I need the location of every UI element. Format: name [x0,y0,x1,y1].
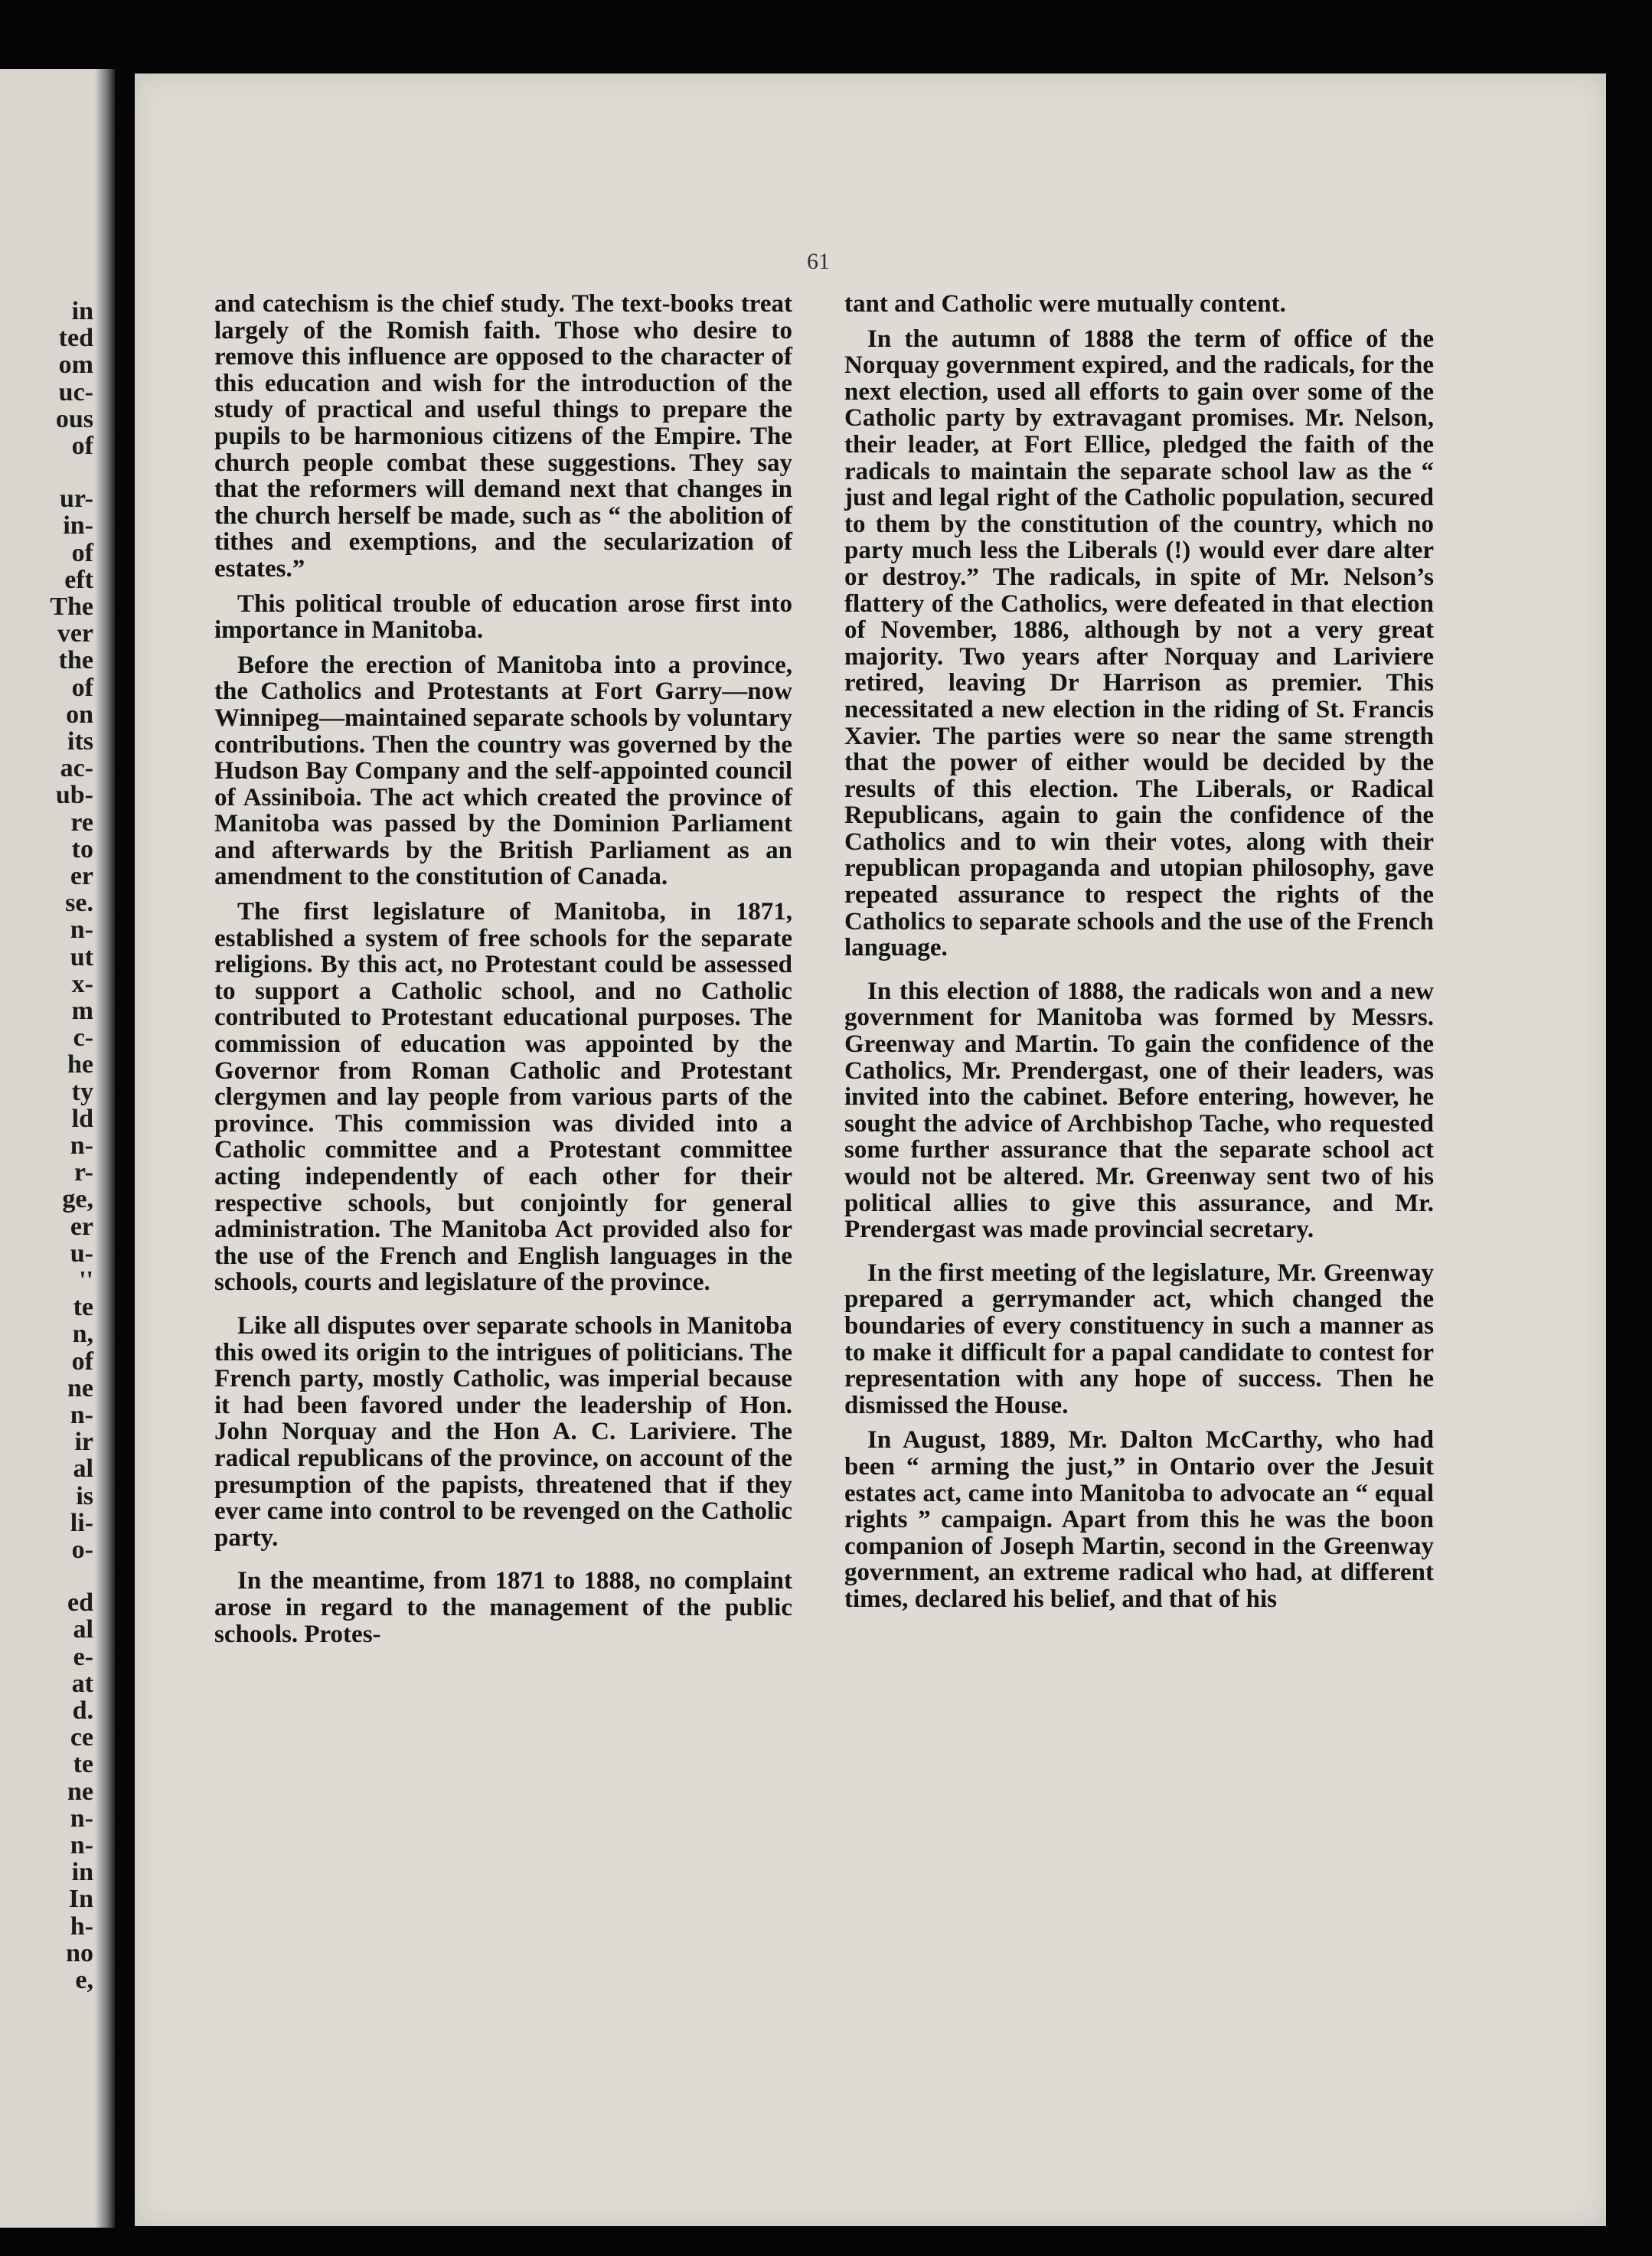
margin-fragment: ty [71,1077,93,1106]
margin-fragment: in- [63,511,93,540]
margin-fragment: '' [79,1266,93,1295]
paragraph: and catechism is the chief study. The text-books treat largely of the Romish faith. Those who desire to remove this influence are opposed to the character of this education and wish for the introduction of the study of practical and useful things to prepare the pupils to be harmonious citizens of the Empire. The church people combat these suggestions. They say that the reformers will demand next that changes in the church herself be made, such as “ the abolition of tithes and exemptions, and the secularization of estates.” [214,290,792,583]
paragraph: Before the erection of Manitoba into a province, the Catholics and Protestants at Fort Garry—now Winnipeg—maintained separate schools by voluntary contributions. Then the country was governed by the Hudson Bay Company and the self-appointed council of Assiniboia. The act which created the province of Manitoba was passed by the Dominion Parliament and afterwards by the British Parliament as an amendment to the constitution of Canada. [214,651,792,891]
margin-fragment: ous [55,404,93,433]
margin-fragment: m [71,997,93,1025]
margin-fragment: he [67,1050,93,1079]
margin-fragment: r- [73,1158,93,1187]
margin-fragment: x- [71,969,93,998]
page-edge-shadow [95,69,115,2228]
margin-fragment: of [71,1347,93,1376]
margin-fragment: eft [64,565,93,594]
margin-fragment: n- [70,1831,93,1859]
margin-fragment: ut [70,942,93,971]
margin-fragment: re [70,808,93,837]
margin-fragment: e- [73,1642,93,1671]
paragraph: This political trouble of education arose first into importance in Manitoba. [214,589,792,645]
previous-page-margin [0,69,115,2228]
margin-fragment: ted [58,324,93,353]
page-number: 61 [807,249,830,274]
margin-fragment: se. [65,889,93,918]
margin-fragment: ld [71,1104,93,1133]
margin-fragment: at [71,1669,93,1698]
margin-fragment: in [71,1858,93,1887]
margin-fragment: n- [70,1401,93,1429]
margin-fragment: ver [57,619,93,648]
margin-fragment: uc- [58,377,93,406]
margin-fragment: er [70,862,93,890]
margin-fragment: of [71,432,93,460]
margin-fragment: h- [70,1912,93,1941]
margin-fragment: n- [70,1804,93,1833]
margin-fragment: te [73,1293,93,1322]
paragraph: In the autumn of 1888 the term of office of the Norquay government expired, and the radicals, for the next election, used all efforts to gain over some of the Catholic party by extravagant promises. Mr. Nelson, their leader, at Fort Ellice, pledged the faith of the radicals to maintain the separate school law as the “ just and legal right of the Catholic population, secured to them by the constitution of the country, which no party much less the Liberals (!) would ever dare alter or destroy.” The radicals, in spite of Mr. Nelson’s flattery of the Catholics, were defeated in that election of November, 1886, although by not a very great majority. Two years after Norquay and Lariviere retired, leaving Dr Harrison as premier. This necessitated a new election in the riding of St. Francis Xavier. The parties were so near the same strength that the power of either would be decided by the results of this election. The Liberals, or Radical Republicans, again to gain the confidence of the Catholics and to win their votes, along with their republican propaganda and utopian philosophy, gave repeated assurance to respect the rights of the Catholics to separate schools and the use of the French language. [844,325,1434,962]
margin-fragment: in [71,297,93,325]
paragraph: In August, 1889, Mr. Dalton McCarthy, who had been “ arming the just,” in Ontario over the Jesuit estates act, came into Manitoba to advocate an “ equal rights ” campaign. Apart from this he was the boon companion of Joseph Martin, second in the Greenway government, an extreme radical who had, at different times, declared his belief, and that of his [844,1426,1434,1613]
paragraph: In this election of 1888, the radicals won and a new government for Manitoba was formed by Messrs. Greenway and Martin. To gain the confidence of the Catholics, Mr. Prendergast, one of their leaders, was invited into the cabinet. Before entering, however, he sought the advice of Archbishop Tache, who requested some further assurance that the separate school act would not be altered. Mr. Greenway sent two of his political allies to give this assurance, and Mr. Prendergast was made provincial secretary. [844,977,1434,1244]
margin-fragment: on [66,700,93,729]
margin-fragment: d. [72,1696,93,1725]
margin-fragment: the [58,646,93,675]
margin-fragment: n, [72,1320,93,1349]
margin-fragment: n- [70,1131,93,1160]
margin-fragment: ge, [62,1185,93,1214]
margin-fragment: ce [70,1723,93,1752]
margin-fragment: al [73,1615,93,1644]
margin-fragment: of [71,538,93,567]
margin-fragment: ac- [60,754,93,783]
right-text-column [844,291,1434,1621]
paragraph: In the meantime, from 1871 to 1888, no complaint arose in regard to the management of the public schools. Protes- [214,1567,792,1648]
margin-fragment: c- [73,1024,93,1053]
margin-fragment: al [73,1454,93,1484]
margin-fragment: ne [67,1777,93,1806]
margin-fragment: te [73,1750,93,1779]
margin-fragment: The [50,593,93,621]
paragraph: tant and Catholic were mutually content. [844,290,1286,318]
margin-fragment: ub- [55,781,93,810]
margin-fragment: its [67,727,93,756]
paragraph: The first legislature of Manitoba, in 1871, established a system of free schools for the separate religions. By this act, no Protestant could be assessed to support a Catholic school, and no Catholic contributed to Protestant educational purposes. The commission of education was appointed by the Governor from Roman Catholic and Protestant clergymen and lay people from various parts of the province. This commission was divided into a Catholic committee and a Protestant committee acting independently of each other for their respective schools, but conjointly for general administration. The Manitoba Act provided also for the use of the French and English languages in the schools, courts and legislature of the province. [214,898,792,1297]
margin-fragment: is [76,1481,93,1510]
margin-fragment: In [68,1885,93,1914]
margin-fragment: ed [67,1588,93,1618]
paragraph: Like all disputes over separate schools in Manitoba this owed its origin to the intrigues of politicians. The French party, mostly Catholic, was imperial because it had been favored under the leadership of Hon. John Norquay and the Hon A. C. Lariviere. The radical republicans of the province, on account of the presumption of the papists, threatened that if they ever came into control to be revenged on the Catholic party. [214,1311,792,1552]
margin-fragment: n- [70,916,93,945]
left-text-column [214,291,792,1656]
margin-fragment: o- [71,1536,93,1564]
margin-fragment: u- [70,1239,93,1268]
paragraph: In the first meeting of the legislature, Mr. Greenway prepared a gerrymander act, which changed the boundaries of every constituency in such a manner as to make it difficult for a papal candidate to contest for representation with any hope of success. Then he dismissed the House. [844,1259,1434,1419]
margin-fragment: to [71,834,93,864]
margin-fragment: e, [75,1966,93,1994]
margin-fragment: ne [67,1373,93,1402]
margin-fragment: of [71,673,93,702]
margin-fragment: ir [74,1428,93,1457]
margin-fragment: li- [70,1508,93,1537]
margin-fragment: no [66,1938,93,1967]
margin-fragment: ur- [59,485,93,514]
margin-fragment: om [58,351,93,380]
margin-fragment: er [70,1212,93,1241]
